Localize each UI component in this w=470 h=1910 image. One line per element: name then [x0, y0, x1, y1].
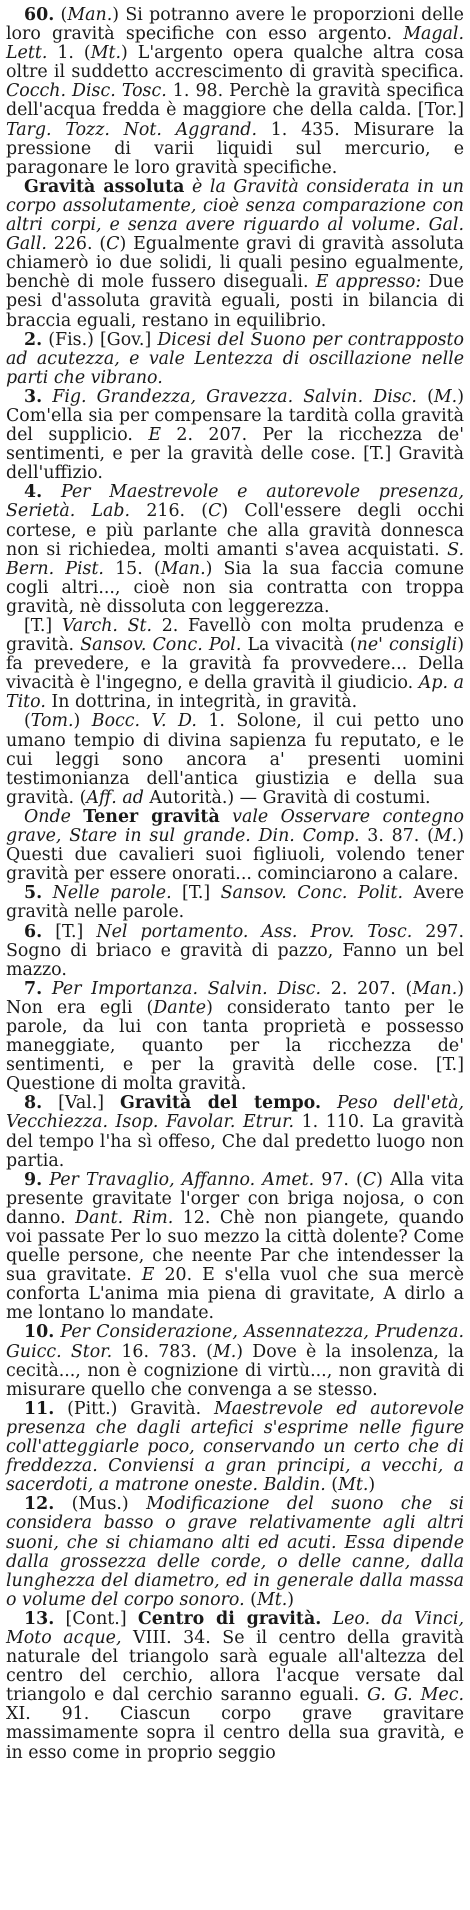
dictionary-entry [6, 178, 464, 331]
entry-text: (Tom.) Bocc. V. D. 1. Solone, il cui petto uno umano tempio di divina sapienza fu reputato, e le cui leggi sono ancora a' presenti uomini testimonianza dell'antica giustizia e della sua gravità. (Aff. ad Autorità.) — Gravità di costumi. [6, 711, 464, 808]
entry-number: 7. [24, 978, 43, 999]
entry-text: Onde Tener gravità vale Osservare contegno grave, Stare in sul grande. Din. Comp. 3. 87. (M.) Questi due cavalieri suoi figliuoli, volendo tener gravità per essere onorati... cominciarono a calare. [6, 806, 464, 885]
dictionary-entry [6, 1323, 464, 1399]
entry-number: 5. [24, 883, 43, 904]
dictionary-entry [6, 808, 464, 884]
entry-text: Per Maestrevole e autorevole presenza, Serietà. Lab. 216. (C) Coll'essere degli occhi cortese, e più parlante che alla gravità donnesca non si richiedea, molti amanti s'avea acquistati. S. Bern. Pist. 15. (Man.) Sia la sua faccia comune cogli altri..., cioè non sia contratta con troppa gravità, nè dissoluta con leggerezza. [6, 482, 464, 617]
entry-text: Fig. Grandezza, Gravezza. Salvin. Disc. (M.) Com'ella sia per compensare la tardità colla gravità del supplicio. E 2. 207. Per la ricchezza de' sentimenti, e per la gravità delle cose. [T.] Gravità dell'uffizio. [6, 386, 464, 484]
entry-text: (Fis.) [Gov.] Dicesi del Suono per contrapposto ad acutezza, e vale Lentezza di oscillazione nelle parti che vibrano. [6, 329, 464, 388]
entry-number: 12. [24, 1494, 55, 1515]
entry-text: (Man.) Si potranno avere le proporzioni delle loro gravità specifiche con esso argento. Magal. Lett. 1. (Mt.) L'argento opera qualche altra cosa oltre il suddetto accrescimento di gravità specifica. Cocch. Disc. Tosc. 1. 98. Perchè la gravità specifica dell'acqua fredda è maggiore che della calda. [Tor.] Targ. Tozz. Not. Aggrand. 1. 435. Misurare la pressione di varii liquidi sul mercurio, e paragonare le loro gravità specifiche. [6, 5, 464, 178]
entry-text: Per Travaglio, Affanno. Amet. 97. (C) Alla vita presente gravitate l'orger con briga nojosa, o con danno. Dant. Rim. 12. Chè non piangete, quando voi passate Per lo suo mezzo la città dolente? Come quelle persone, che neente Par che intendesser la sua gravitate. E 20. E s'ella vuol che sua mercè conforta L'anima mia piena di gravitate, A dirlo a me lontano lo mandate. [6, 1169, 464, 1324]
entry-number: 9. [24, 1169, 43, 1190]
dictionary-entry [6, 483, 464, 617]
entry-number: 6. [24, 921, 43, 942]
entry-text: Per Importanza. Salvin. Disc. 2. 207. (Man.) Non era egli (Dante) considerato tanto per le parole, da lui con tanta proprietà e possesso maneggiate, quanto per la ricchezza de' sentimenti, e per la gravità delle cose. [T.] Questione di molta gravità. [6, 978, 465, 1095]
dictionary-entry [6, 884, 464, 922]
entry-text: (Pitt.) Gravità. Maestrevole ed autorevole presenza che dagli artefici s'esprime nelle figure coll'atteggiarle poco, conservando un certo che di freddezza. Conviensi a gran principi, a vecchi, a sacerdoti, a matrone oneste. Baldin. (Mt.) [6, 1398, 464, 1496]
dictionary-entry [6, 1171, 464, 1324]
dictionary-entry [6, 923, 464, 980]
dictionary-entry [6, 1610, 464, 1763]
entry-text: (Mus.) Modificazione del suono che si considera basso o grave relativamente agli altri suoni, che si chiamano alti ed acuti. Essa dipende dalla grossezza delle corde, o delle canne, dalla lunghezza del diametro, ed in generale dalla massa o volume del corpo sonoro. (Mt.) [6, 1494, 464, 1610]
entry-text: Per Considerazione, Assennatezza, Prudenza. Guicc. Stor. 16. 783. (M.) Dove è la insolenza, la cecità..., non è cognizione di virtù..., non gravità di misurare quello che convenga a se stesso. [6, 1322, 464, 1400]
entry-text: [Cont.] Centro di gravità. Leo. da Vinci, Moto acque, VIII. 34. Se il centro della gravità naturale del triangolo sarà eguale all'altezza del centro del cerchio, allora l'acque versate dal triangolo e dal cerchio saranno eguali. G. G. Mec. XI. 91. Ciascun corpo grave gravitare massimamente sopra il centro della sua gravità, e in esso come in proprio seggio [6, 1608, 464, 1763]
dictionary-entry [6, 712, 464, 807]
entry-number: 4. [24, 482, 43, 503]
entry-text: [Val.] Gravità del tempo. Peso dell'età, Vecchiezza. Isop. Favolar. Etrur. 1. 110. La gravità del tempo l'ha sì offeso, Che dal predetto luogo non partia. [6, 1093, 465, 1171]
entry-number: 13. [24, 1608, 55, 1629]
entry-number: 3. [24, 386, 43, 407]
entry-text: [T.] Varch. St. 2. Favellò con molta prudenza e gravità. Sansov. Conc. Pol. La vivacità (ne' consigli) fa prevedere, e la gravità fa provvedere... Della vivacità è l'ingegno, e della gravità il giudicio. Ap. a Tito. In dottrina, in integrità, in gravità. [6, 616, 464, 713]
entry-number: 10. [24, 1322, 55, 1343]
dictionary-entry [6, 980, 464, 1095]
dictionary-entry [6, 617, 464, 712]
entry-number: 2. [24, 329, 43, 350]
text-column [6, 6, 464, 1763]
dictionary-entry [6, 388, 464, 483]
dictionary-entry [6, 1094, 464, 1170]
dictionary-entry [6, 1495, 464, 1610]
dictionary-entry [6, 6, 464, 178]
entry-number: 60. [24, 5, 55, 25]
entry-number: 8. [24, 1093, 43, 1114]
entry-text: [T.] Nel portamento. Ass. Prov. Tosc. 297. Sogno di briaco e gravità di pazzo, Fanno un bel mazzo. [6, 921, 465, 980]
entry-number: 11. [24, 1398, 55, 1419]
dictionary-entry [6, 331, 464, 388]
entry-text: Gravità assoluta è la Gravità considerata in un corpo assolutamente, cioè senza comparazione con altri corpi, e senza avere riguardo al volume. Gal. Gall. 226. (C) Egualmente gravi di gravità assoluta chiamerò io due solidi, li quali pesino egualmente, benchè di mole fussero diseguali. E appresso: Due pesi d'assoluta gravità eguali, posti in bilancia di braccia eguali, restano in equilibrio. [6, 176, 465, 331]
dictionary-entry [6, 1400, 464, 1495]
entry-text: Nelle parole. [T.] Sansov. Conc. Polit. Avere gravità nelle parole. [6, 883, 465, 923]
